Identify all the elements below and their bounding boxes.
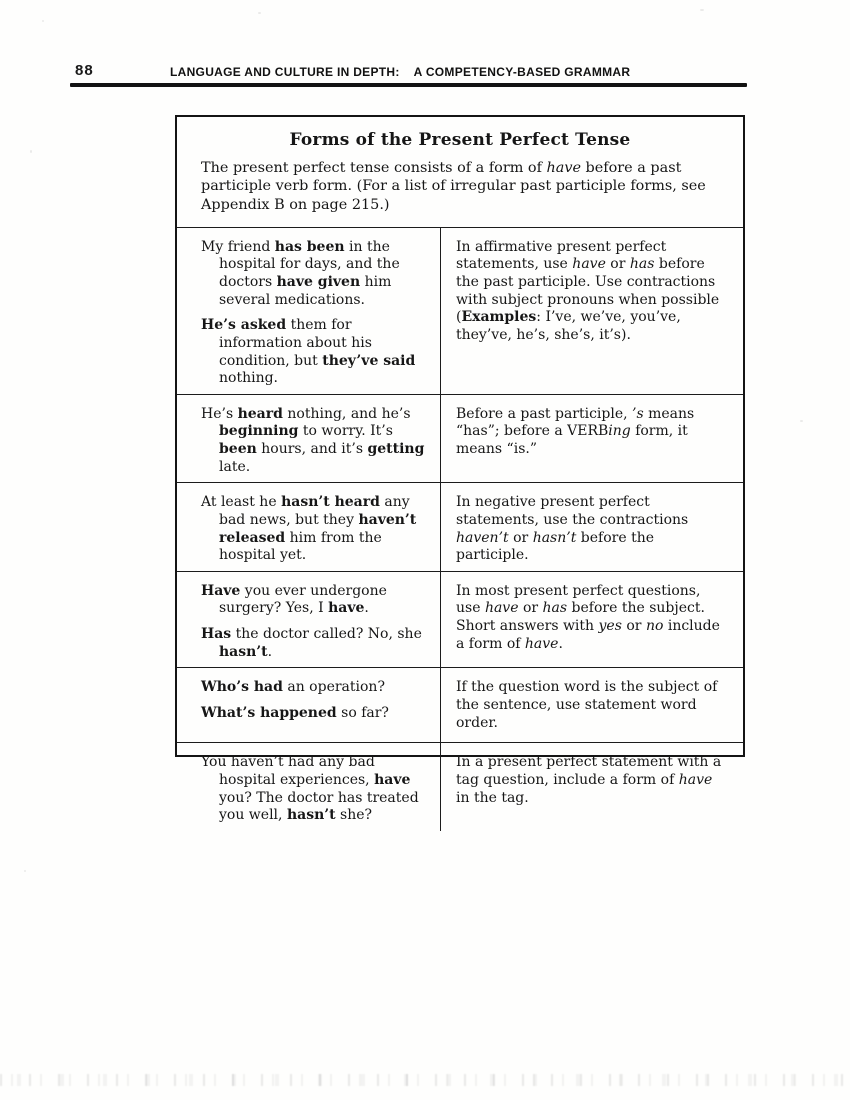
explanation-cell [440, 483, 743, 571]
text-segment: in the hospital for days, and the doctors [219, 238, 400, 291]
text-segment: or [518, 600, 543, 617]
paragraph [201, 583, 432, 618]
paragraph [201, 239, 432, 310]
text-segment: hours, and it’s [256, 441, 368, 458]
text-segment: ’s [632, 405, 644, 422]
example-cell [177, 228, 440, 394]
text-segment: In negative present perfect statements, use the contractions [456, 494, 689, 528]
text-segment: in the tag. [456, 789, 529, 806]
text-segment: they’ve said [322, 352, 416, 369]
text-segment: You haven’t had any bad hospital experiences, [201, 754, 375, 788]
table-row [177, 227, 743, 394]
text-segment: them for information about his condition, but [219, 317, 372, 369]
text-segment: heard [237, 405, 283, 422]
paragraph [456, 239, 727, 345]
page-header [75, 62, 765, 80]
text-segment: or [508, 529, 533, 546]
text-segment: has [542, 600, 568, 617]
text-segment: haven’t [456, 529, 509, 546]
text-segment: form, it means “is.” [456, 423, 688, 458]
explanation-cell [440, 395, 743, 483]
text-segment: Who’s had [201, 679, 283, 696]
text-segment: What’s happened [201, 704, 337, 721]
text-segment: . [267, 643, 273, 660]
text-segment: have [524, 635, 559, 652]
text-segment: At least he [201, 494, 282, 511]
text-segment: In most present perfect questions, use [456, 582, 701, 617]
paragraph [201, 159, 719, 214]
running-head-series: LANGUAGE AND CULTURE IN DEPTH: [170, 65, 400, 79]
running-head-subtitle: A COMPETENCY-BASED GRAMMAR [413, 65, 631, 79]
text-segment: include a form of [456, 618, 720, 652]
paragraph [456, 406, 727, 459]
text-segment: have [572, 256, 606, 273]
text-segment: Have [201, 582, 241, 599]
text-segment: or [605, 256, 630, 273]
text-segment: getting [367, 441, 425, 458]
text-segment: In affirmative present perfect statements, use [456, 238, 667, 273]
text-segment: hasn’t [286, 807, 336, 824]
paragraph [201, 626, 432, 661]
text-segment: so far? [336, 704, 389, 721]
text-segment: to worry. It’s [298, 423, 393, 440]
text-segment: My friend [201, 238, 275, 255]
text-segment: haven’t released [219, 511, 417, 546]
text-segment: him several medications. [219, 274, 392, 308]
text-segment: been [219, 441, 257, 458]
table-row [177, 482, 743, 571]
text-segment: him from the hospital yet. [219, 529, 382, 564]
paragraph [456, 494, 727, 565]
text-segment: she? [335, 807, 373, 824]
box-intro [201, 159, 719, 214]
text-segment: you? The doctor has treated you well, [219, 789, 419, 824]
paragraph [456, 583, 727, 654]
text-segment: Has [201, 626, 232, 643]
page-number: 88 [75, 62, 94, 79]
example-cell [177, 743, 440, 831]
text-segment: The present perfect tense consists of a form of [201, 160, 547, 176]
example-cell [177, 572, 440, 668]
text-segment: has [629, 256, 655, 273]
text-segment: have [678, 771, 713, 788]
text-segment: In a present perfect statement with a tag question, include a form of [456, 754, 722, 788]
scan-noise-band [0, 1074, 850, 1086]
text-segment: hasn’t [219, 643, 268, 660]
text-segment: yes [598, 618, 622, 635]
paragraph [201, 317, 432, 388]
explanation-cell [440, 572, 743, 668]
text-segment: . [558, 635, 563, 652]
text-segment: an operation? [282, 679, 385, 696]
text-segment: has been [274, 238, 345, 255]
text-segment: have [484, 600, 519, 617]
text-segment: before the participle. [456, 529, 654, 564]
example-cell [177, 483, 440, 571]
scan-speck [42, 20, 44, 22]
text-segment: have [328, 600, 365, 617]
text-segment: you ever undergone surgery? Yes, I [219, 582, 387, 617]
text-segment: He’s asked [201, 317, 287, 334]
text-segment: beginning [219, 423, 299, 440]
text-segment: no [645, 618, 664, 635]
scan-speck [800, 420, 803, 422]
text-segment: have [374, 771, 411, 788]
explanation-cell [440, 743, 743, 831]
example-cell [177, 395, 440, 483]
running-head [170, 65, 630, 79]
text-segment: before a past participle verb form. (For a list of irregular past participle forms, see Appendix B on page 215.) [201, 160, 706, 213]
paragraph [201, 705, 432, 723]
text-segment: ing [608, 423, 631, 440]
text-segment: : I’ve, we’ve, you’ve, they’ve, he’s, she’s, it’s). [456, 309, 681, 343]
paragraph [456, 679, 727, 732]
scan-speck [30, 150, 32, 153]
table-row [177, 667, 743, 742]
text-segment: Examples [461, 309, 537, 326]
text-segment: any bad news, but they [219, 494, 410, 528]
explanation-cell [440, 668, 743, 742]
text-segment: or [621, 618, 646, 635]
header-rule [70, 83, 747, 87]
text-segment: means “has”; before a VERB [456, 405, 695, 440]
text-segment: hasn’t [532, 529, 577, 546]
text-segment: before the subject. Short answers with [456, 600, 705, 635]
text-segment: . [364, 600, 369, 617]
paragraph [201, 754, 432, 825]
table-row [177, 394, 743, 483]
table-row [177, 742, 743, 831]
text-segment: have given [276, 274, 361, 291]
paragraph [456, 754, 727, 807]
paragraph [201, 494, 432, 565]
explanation-cell [440, 228, 743, 394]
example-cell [177, 668, 440, 742]
box-title: Forms of the Present Perfect Tense [289, 130, 631, 150]
table-row [177, 571, 743, 668]
paragraph [201, 679, 432, 697]
scan-speck [24, 870, 26, 872]
scan-speck [700, 9, 704, 11]
text-segment: Before a past participle, [456, 405, 633, 422]
text-segment: the doctor called? No, she [231, 626, 422, 643]
text-segment: nothing, and he’s [282, 405, 411, 422]
text-segment: have [546, 160, 581, 176]
text-segment: nothing. [219, 370, 278, 387]
text-segment: He’s [201, 405, 238, 422]
text-segment: If the question word is the subject of the sentence, use statement word order. [456, 679, 718, 731]
rule-table [177, 227, 743, 831]
grammar-box [175, 115, 745, 824]
paragraph [201, 406, 432, 477]
text-segment: late. [219, 458, 251, 475]
text-segment: hasn’t heard [281, 494, 380, 511]
text-segment: before the past participle. Use contractions with subject pronouns when possible ( [456, 256, 720, 326]
scan-speck [258, 12, 261, 14]
